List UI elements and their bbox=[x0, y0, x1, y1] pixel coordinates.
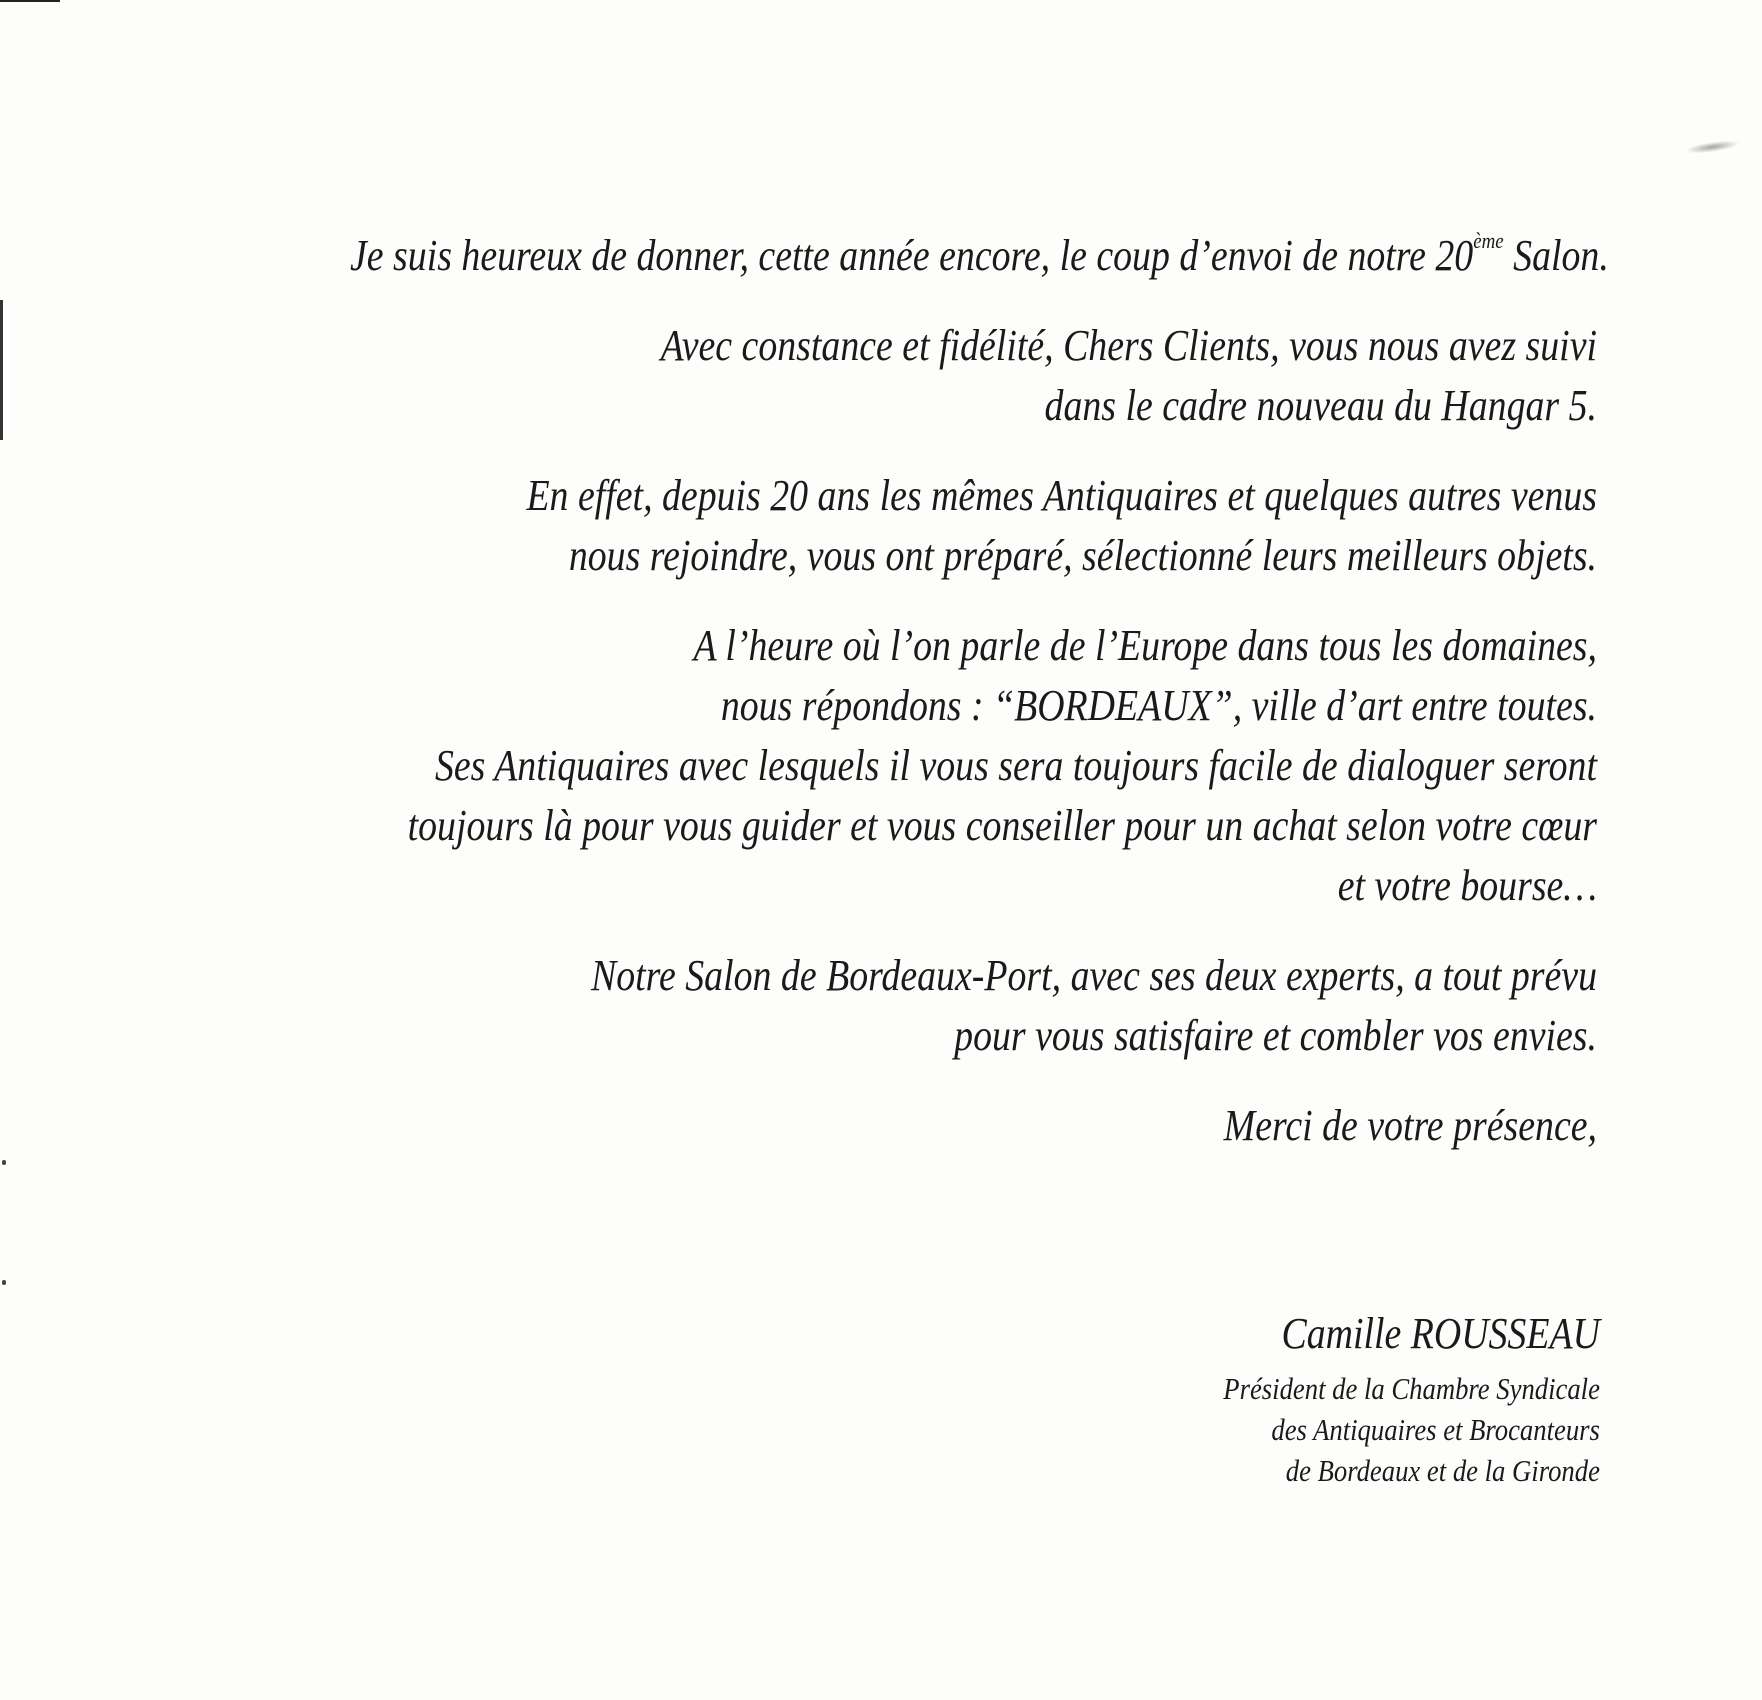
signatory-title-line: des Antiquaires et Brocanteurs bbox=[1271, 1412, 1600, 1447]
closing-line bbox=[350, 1096, 1597, 1156]
signatory-title-line: de Bordeaux et de la Gironde bbox=[1285, 1453, 1600, 1488]
letter-line: En effet, depuis 20 ans les mêmes Antiquaires et quelques autres venus bbox=[526, 471, 1598, 520]
letter-line: nous répondons : “BORDEAUX”, ville d’art entre toutes. bbox=[720, 681, 1597, 730]
letter-line: dans le cadre nouveau du Hangar 5. bbox=[1044, 381, 1597, 430]
paragraph-bordeaux bbox=[350, 616, 1597, 916]
letter-line: Avec constance et fidélité, Chers Clients, vous nous avez suivi bbox=[660, 321, 1597, 370]
signatory-name: Camille ROUSSEAU bbox=[1281, 1309, 1600, 1358]
letter-line: A l’heure où l’on parle de l’Europe dans tous les domaines, bbox=[693, 621, 1597, 670]
letter-line: Notre Salon de Bordeaux-Port, avec ses deux experts, a tout prévu bbox=[591, 951, 1597, 1000]
letter-body bbox=[350, 226, 1609, 1186]
letter-line: et votre bourse… bbox=[1337, 861, 1597, 910]
intro-text-end: Salon. bbox=[1503, 231, 1609, 280]
letter-line: toujours là pour vous guider et vous conseiller pour un achat selon votre cœur bbox=[407, 801, 1597, 850]
paragraph-intro bbox=[350, 226, 1609, 286]
signatory-title-line: Président de la Chambre Syndicale bbox=[1223, 1371, 1600, 1406]
letter-line bbox=[350, 226, 1609, 286]
letter-line: Merci de votre présence, bbox=[1223, 1101, 1597, 1150]
ordinal-suffix: ème bbox=[1473, 228, 1504, 253]
signature-block bbox=[1223, 1306, 1600, 1491]
paragraph-clients bbox=[350, 316, 1597, 436]
letter-line: pour vous satisfaire et combler vos envies. bbox=[954, 1011, 1597, 1060]
scan-edge-mark bbox=[0, 0, 60, 2]
intro-text: Je suis heureux de donner, cette année encore, le coup d’envoi de notre 20 bbox=[350, 231, 1474, 280]
ink-smudge bbox=[1685, 138, 1741, 156]
paragraph-salon bbox=[350, 946, 1597, 1066]
scan-dust-dot bbox=[2, 1280, 6, 1285]
letter-line: Ses Antiquaires avec lesquels il vous sera toujours facile de dialoguer seront bbox=[434, 741, 1597, 790]
letter-line: nous rejoindre, vous ont préparé, sélectionné leurs meilleurs objets. bbox=[568, 531, 1597, 580]
scan-dust-dot bbox=[2, 1160, 6, 1165]
scan-edge-mark bbox=[0, 300, 3, 440]
paragraph-antiquaires bbox=[350, 466, 1597, 586]
